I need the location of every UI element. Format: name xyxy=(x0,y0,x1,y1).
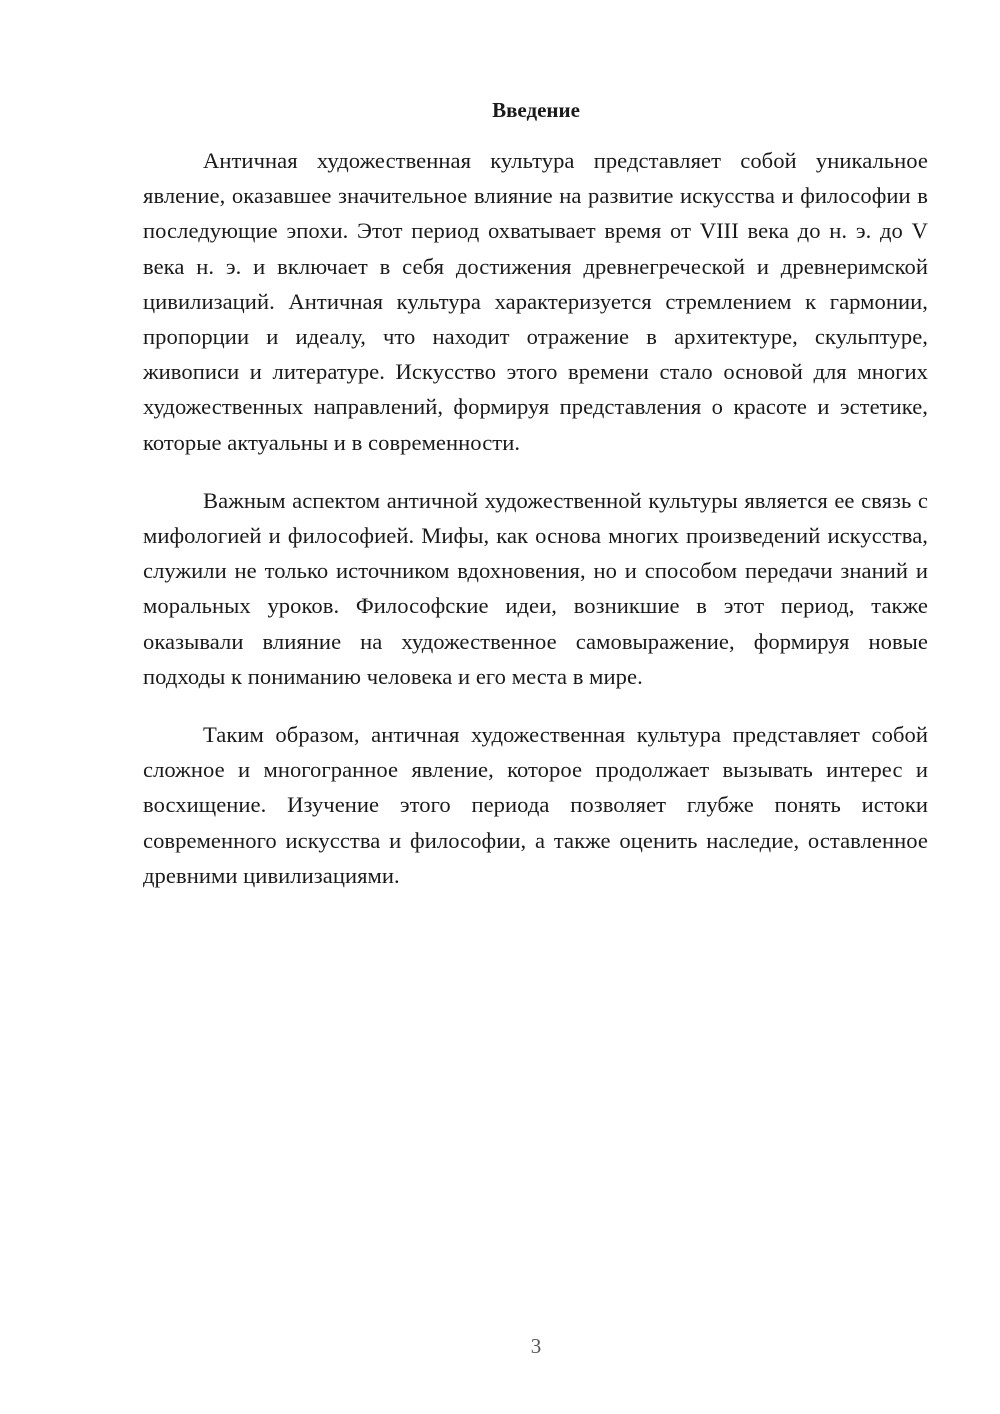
paragraph-1: Античная художественная культура представляет собой уникальное явление, оказавшее значительное влияние на развитие искусства и философии в последующие эпохи. Этот период охватывает время от VIII века до н. э. до V века н. э. и включает в себя достижения древнегреческой и древнеримской цивилизаций. Античная культура характеризуется стремлением к гармонии, пропорции и идеалу, что находит отражение в архитектуре, скульптуре, живописи и литературе. Искусство этого времени стало основой для многих художественных направлений, формируя представления о красоте и эстетике, которые актуальны и в современности. xyxy=(143,148,928,455)
document-body xyxy=(143,143,928,916)
paragraph-2: Важным аспектом античной художественной культуры является ее связь с мифологией и философией. Мифы, как основа многих произведений искусства, служили не только источником вдохновения, но и способом передачи знаний и моральных уроков. Философские идеи, возникшие в этот период, также оказывали влияние на художественное самовыражение, формируя новые подходы к пониманию человека и его места в мире. xyxy=(143,487,928,689)
paragraph-3: Таким образом, античная художественная культура представляет собой сложное и многогранное явление, которое продолжает вызывать интерес и восхищение. Изучение этого периода позволяет глубже понять истоки современного искусства и философии, а также оценить наследие, оставленное древними цивилизациями. xyxy=(143,722,928,888)
page-title: Введение xyxy=(492,98,580,122)
page-number: 3 xyxy=(530,1334,542,1358)
